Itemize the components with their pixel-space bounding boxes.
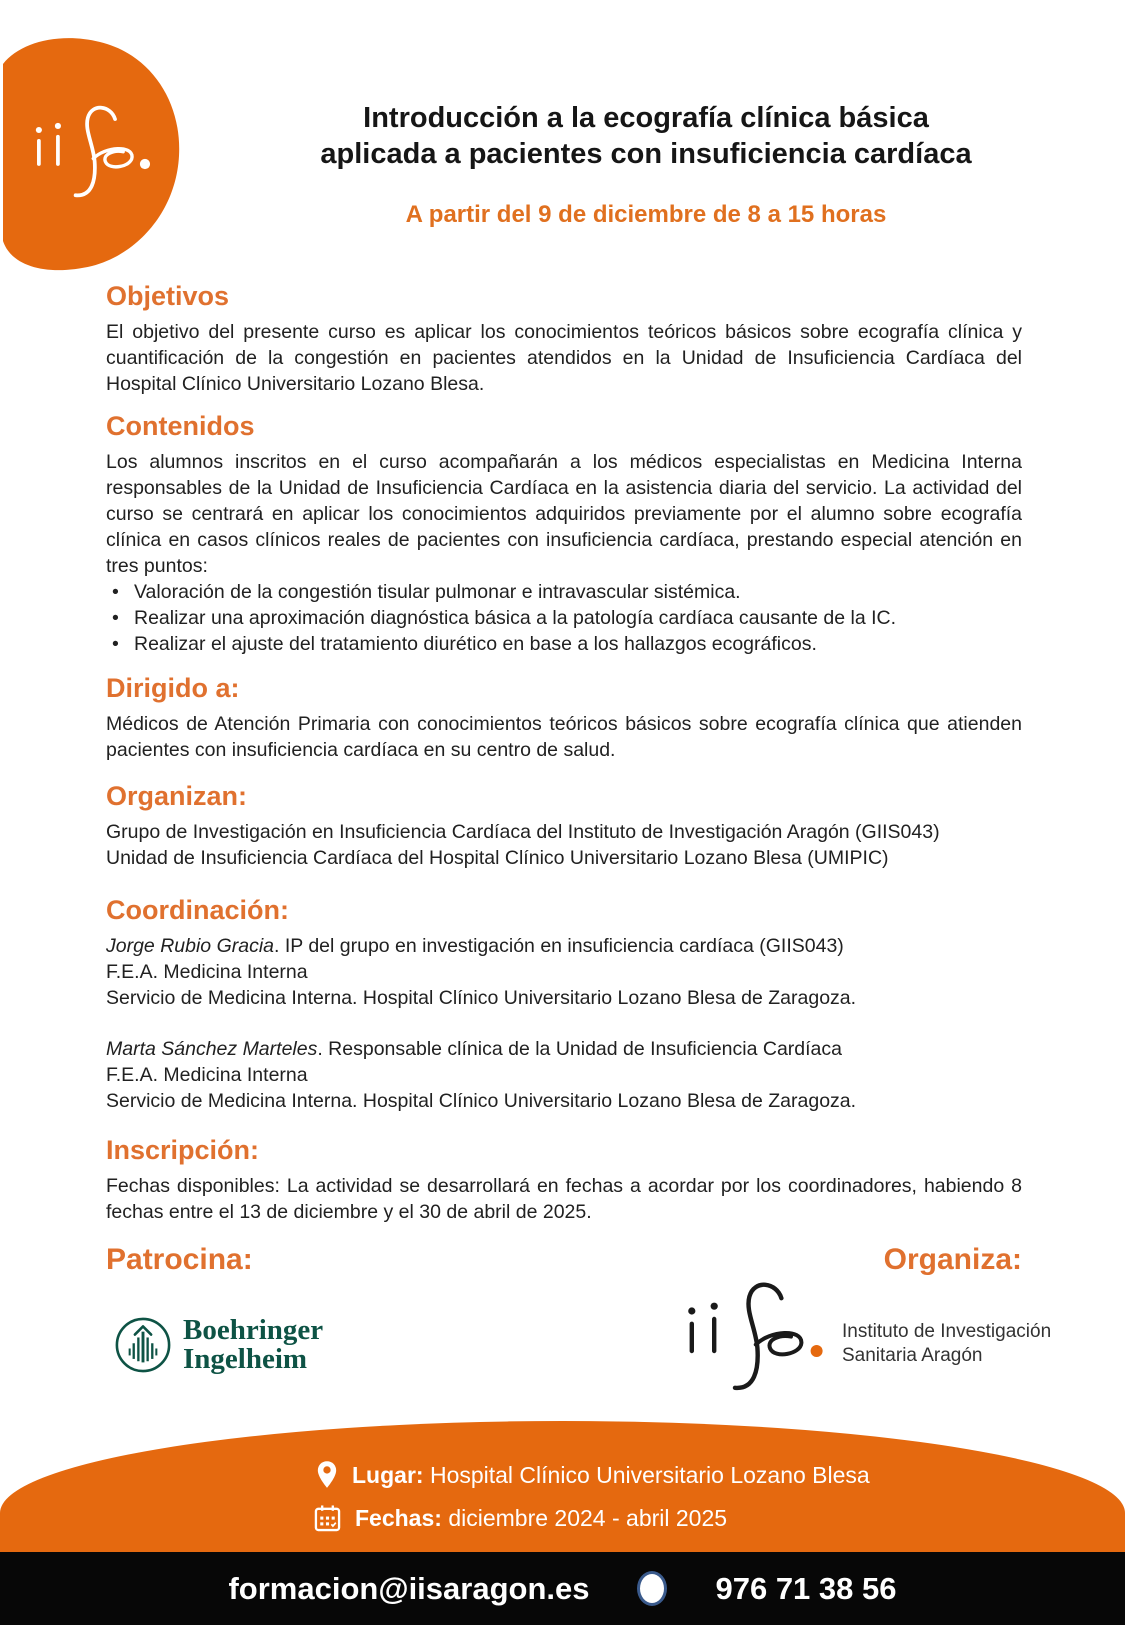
fechas-label: Fechas: (355, 1504, 442, 1531)
page-title-line1: Introducción a la ecografía clínica básica (363, 102, 929, 134)
bullet-item: • Realizar el ajuste del tratamiento diurético en base a los hallazgos ecográficos. (106, 631, 1022, 657)
contenidos-body: Los alumnos inscritos en el curso acompañarán a los médicos especialistas en Medicina Interna responsables de la Unidad de Insuficiencia Cardíaca en la asistencia diaria del servicio. La actividad del curso se centrará en aplicar los conocimientos adquiridos previamente por el alumno sobre ecografía clínica en casos clínicos reales de pacientes con insuficiencia cardíaca, prestando especial atención en tres puntos: (106, 451, 1022, 577)
section-coordinacion (106, 894, 1022, 1139)
coordinacion-heading: Coordinación: (106, 895, 289, 925)
coordinator-name: Marta Sánchez Marteles (106, 1038, 318, 1060)
inscripcion-body: Fechas disponibles: La actividad se desarrollará en fechas a acordar por los coordinadores, habiendo 8 fechas entre el 13 de diciembre y el 30 de abril de 2025. (106, 1175, 1022, 1223)
section-objetivos (106, 280, 1022, 397)
contact-email: formacion@iisaragon.es (228, 1570, 590, 1606)
lugar-row (316, 1460, 870, 1490)
boehringer-logo-text (183, 1316, 323, 1374)
boehringer-ingelheim-logo (114, 1316, 323, 1374)
bullet-item: • Valoración de la congestión tisular pulmonar e intravascular sistémica. (106, 579, 1022, 605)
section-organizan (106, 780, 1022, 871)
course-date-subtitle: A partir del 9 de diciembre de 8 a 15 horas (405, 201, 887, 228)
section-dirigido (106, 672, 1022, 763)
objetivos-body: El objetivo del presente curso es aplicar los conocimientos teóricos básicos sobre ecografía clínica y cuantificación de la congestión en pacientes atendidos en la Unidad de Insuficiencia Cardíaca del Hospital Clínico Universitario Lozano Blesa. (106, 321, 1022, 395)
iisa-logo-blob (0, 36, 190, 276)
dirigido-heading: Dirigido a: (106, 673, 240, 703)
contenidos-bullet-list (106, 579, 1022, 657)
boehringer-word2: Ingelheim (183, 1343, 308, 1375)
location-pin-icon (316, 1460, 338, 1490)
header-title-block (280, 100, 1012, 229)
coordinator-position: F.E.A. Medicina Interna (106, 1064, 308, 1086)
objetivos-heading: Objetivos (106, 281, 230, 311)
dirigido-body: Médicos de Atención Primaria con conocimientos teóricos básicos sobre ecografía clínica que atienden pacientes con insuficiencia cardíaca en su centro de salud. (106, 713, 1022, 761)
coordinator-service: Servicio de Medicina Interna. Hospital Clínico Universitario Lozano Blesa de Zaragoza. (106, 1090, 857, 1112)
organizan-heading: Organizan: (106, 781, 248, 811)
coordinator-entry (106, 933, 1022, 1011)
bullet-item: • Realizar una aproximación diagnóstica básica a la patología cardíaca causante de la IC. (106, 605, 1022, 631)
iisa-name-line1: Instituto de Investigación (842, 1321, 1052, 1342)
calendar-icon (314, 1504, 341, 1532)
organizan-line: Unidad de Insuficiencia Cardíaca del Hospital Clínico Universitario Lozano Blesa (UMIPIC) (106, 847, 889, 869)
coordinator-service: Servicio de Medicina Interna. Hospital Clínico Universitario Lozano Blesa de Zaragoza. (106, 987, 857, 1009)
contact-bar (0, 1552, 1125, 1625)
lugar-text (352, 1462, 870, 1489)
fechas-row (314, 1504, 727, 1532)
lugar-label: Lugar: (352, 1461, 424, 1488)
iisa-name-line2: Sanitaria Aragón (842, 1345, 983, 1366)
coordinator-entry (106, 1036, 1022, 1114)
lugar-value: Hospital Clínico Universitario Lozano Blesa (423, 1461, 870, 1488)
iisa-institute-name (842, 1320, 1051, 1368)
coordinator-position: F.E.A. Medicina Interna (106, 961, 308, 983)
inscripcion-heading: Inscripción: (106, 1135, 260, 1165)
section-contenidos (106, 410, 1022, 657)
phone-dot-icon (637, 1571, 667, 1606)
coordinator-name-role (106, 933, 1022, 959)
coordinator-name: Jorge Rubio Gracia (106, 935, 274, 957)
page-title-line2: aplicada a pacientes con insuficiencia cardíaca (320, 138, 972, 170)
coordinator-role: . Responsable clínica de la Unidad de Insuficiencia Cardíaca (317, 1038, 842, 1060)
organizan-line: Grupo de Investigación en Insuficiencia Cardíaca del Instituto de Investigación Aragón (GIIS043) (106, 821, 940, 843)
coordinator-name-role (106, 1036, 1022, 1062)
boehringer-word1: Boehringer (183, 1314, 324, 1346)
contact-phone: 976 71 38 56 (715, 1570, 897, 1606)
boehringer-emblem-icon (114, 1316, 172, 1374)
iisa-logo-script (679, 1271, 831, 1399)
organiza-heading: Organiza: (883, 1243, 1022, 1276)
patrocina-heading: Patrocina: (106, 1243, 253, 1276)
contenidos-heading: Contenidos (106, 411, 255, 441)
fechas-text (355, 1505, 727, 1532)
coordinator-role: . IP del grupo en investigación en insuficiencia cardíaca (GIIS043) (274, 935, 844, 957)
section-inscripcion (106, 1134, 1022, 1225)
fechas-value: diciembre 2024 - abril 2025 (441, 1504, 728, 1531)
